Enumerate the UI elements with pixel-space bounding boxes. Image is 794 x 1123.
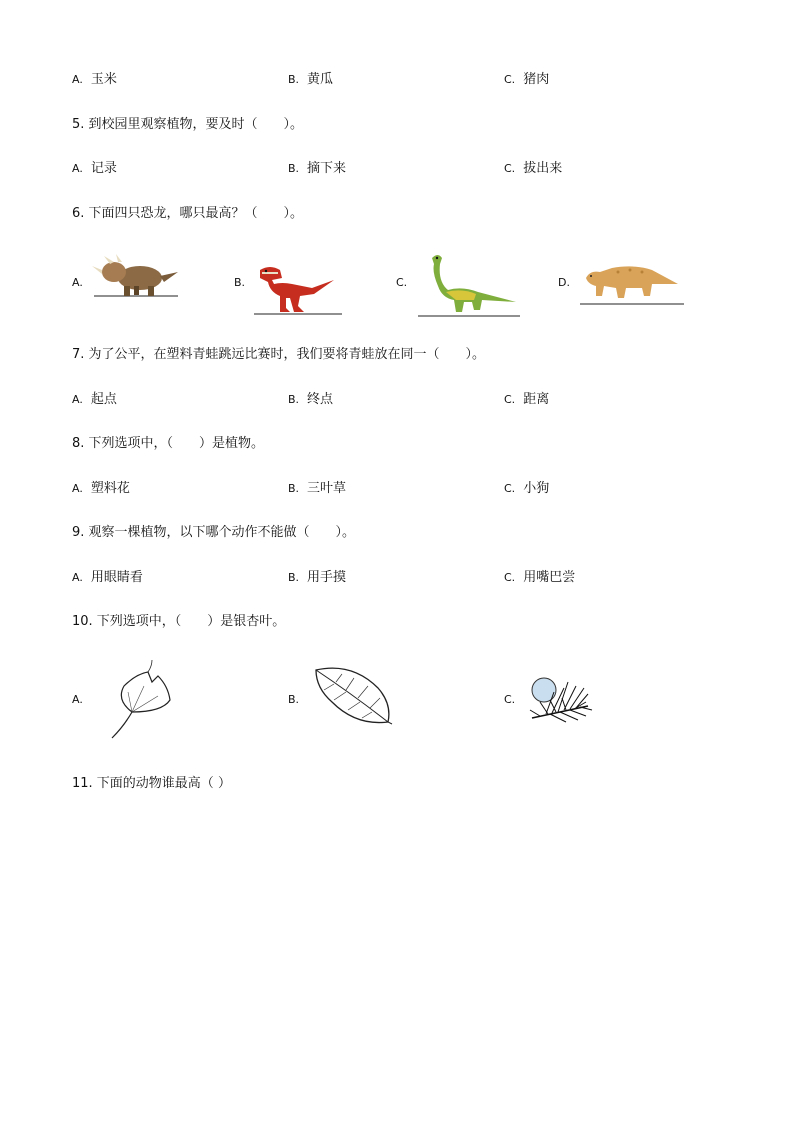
option-letter: C. <box>504 162 516 175</box>
q8-option-c[interactable] <box>504 477 549 496</box>
option-letter: A. <box>72 571 83 584</box>
q5-option-a[interactable] <box>72 157 117 176</box>
option-letter: B. <box>234 276 246 289</box>
option-letter: A. <box>72 162 83 175</box>
ankylosaurus-image[interactable] <box>578 262 686 308</box>
triceratops-image[interactable] <box>90 252 182 300</box>
q8-option-b[interactable] <box>288 477 346 496</box>
option-letter: B. <box>288 482 300 495</box>
oval-leaf-image[interactable] <box>312 664 396 728</box>
option-text: 塑料花 <box>90 481 130 496</box>
option-text: 拔出来 <box>523 161 563 176</box>
q7-option-a[interactable] <box>72 388 117 407</box>
option-text: 用眼睛看 <box>90 570 143 585</box>
option-text: 三叶草 <box>307 481 347 496</box>
option-letter: C. <box>504 571 516 584</box>
q7-option-b[interactable] <box>288 388 333 407</box>
option-text: 记录 <box>90 161 117 176</box>
option-letter: A. <box>72 482 83 495</box>
q7-option-c[interactable] <box>504 388 549 407</box>
option-letter: C. <box>504 482 516 495</box>
option-text: 猪肉 <box>523 72 550 87</box>
option-text: 小狗 <box>523 481 550 496</box>
brachiosaurus-image[interactable] <box>416 252 522 320</box>
q9-option-c[interactable] <box>504 566 575 585</box>
q10-option-b[interactable] <box>288 692 307 707</box>
q10-stem: 10. 下列选项中，（ ）是银杏叶。 <box>72 614 286 629</box>
pine-needles-image[interactable] <box>526 672 596 726</box>
q10-option-c[interactable] <box>504 692 523 707</box>
option-letter: C. <box>504 393 516 406</box>
q6-option-b[interactable] <box>234 275 253 290</box>
q8-stem: 8. 下列选项中，（ ）是植物。 <box>72 436 265 451</box>
option-letter: B. <box>288 393 300 406</box>
q5-option-b[interactable] <box>288 157 346 176</box>
q5-stem: 5. 到校园里观察植物，要及时（ ）。 <box>72 117 304 132</box>
option-letter: B. <box>288 693 300 706</box>
option-text: 玉米 <box>90 72 117 87</box>
option-letter: D. <box>558 276 570 289</box>
option-text: 距离 <box>523 392 550 407</box>
option-text: 黄瓜 <box>307 72 334 87</box>
q11-stem: 11. 下面的动物谁最高（ ） <box>72 776 231 791</box>
q6-option-c[interactable] <box>396 275 415 290</box>
q10-option-a[interactable] <box>72 692 91 707</box>
q4-option-b[interactable] <box>288 68 333 87</box>
option-letter: B. <box>288 73 300 86</box>
q4-option-c[interactable] <box>504 68 549 87</box>
option-letter: A. <box>72 393 83 406</box>
option-letter: A. <box>72 73 83 86</box>
option-letter: A. <box>72 693 83 706</box>
q5-option-c[interactable] <box>504 157 562 176</box>
t-rex-image[interactable] <box>252 262 344 318</box>
q9-option-a[interactable] <box>72 566 143 585</box>
q4-option-a[interactable] <box>72 68 117 87</box>
option-letter: B. <box>288 571 300 584</box>
option-letter: A. <box>72 276 83 289</box>
q7-stem: 7. 为了公平，在塑料青蛙跳远比赛时，我们要将青蛙放在同一（ ）。 <box>72 347 486 362</box>
option-text: 用嘴巴尝 <box>523 570 576 585</box>
q9-option-b[interactable] <box>288 566 346 585</box>
ginkgo-leaf-image[interactable] <box>106 656 176 742</box>
option-letter: C. <box>504 73 516 86</box>
q6-stem: 6. 下面四只恐龙，哪只最高？（ ）。 <box>72 206 304 221</box>
option-letter: B. <box>288 162 300 175</box>
q6-option-a[interactable] <box>72 275 91 290</box>
q9-stem: 9. 观察一棵植物，以下哪个动作不能做（ ）。 <box>72 525 356 540</box>
q8-option-a[interactable] <box>72 477 130 496</box>
option-text: 用手摸 <box>307 570 347 585</box>
option-text: 起点 <box>90 392 117 407</box>
q6-option-d[interactable] <box>558 275 578 290</box>
option-text: 终点 <box>307 392 334 407</box>
option-letter: C. <box>396 276 408 289</box>
option-text: 摘下来 <box>307 161 347 176</box>
option-letter: C. <box>504 693 516 706</box>
